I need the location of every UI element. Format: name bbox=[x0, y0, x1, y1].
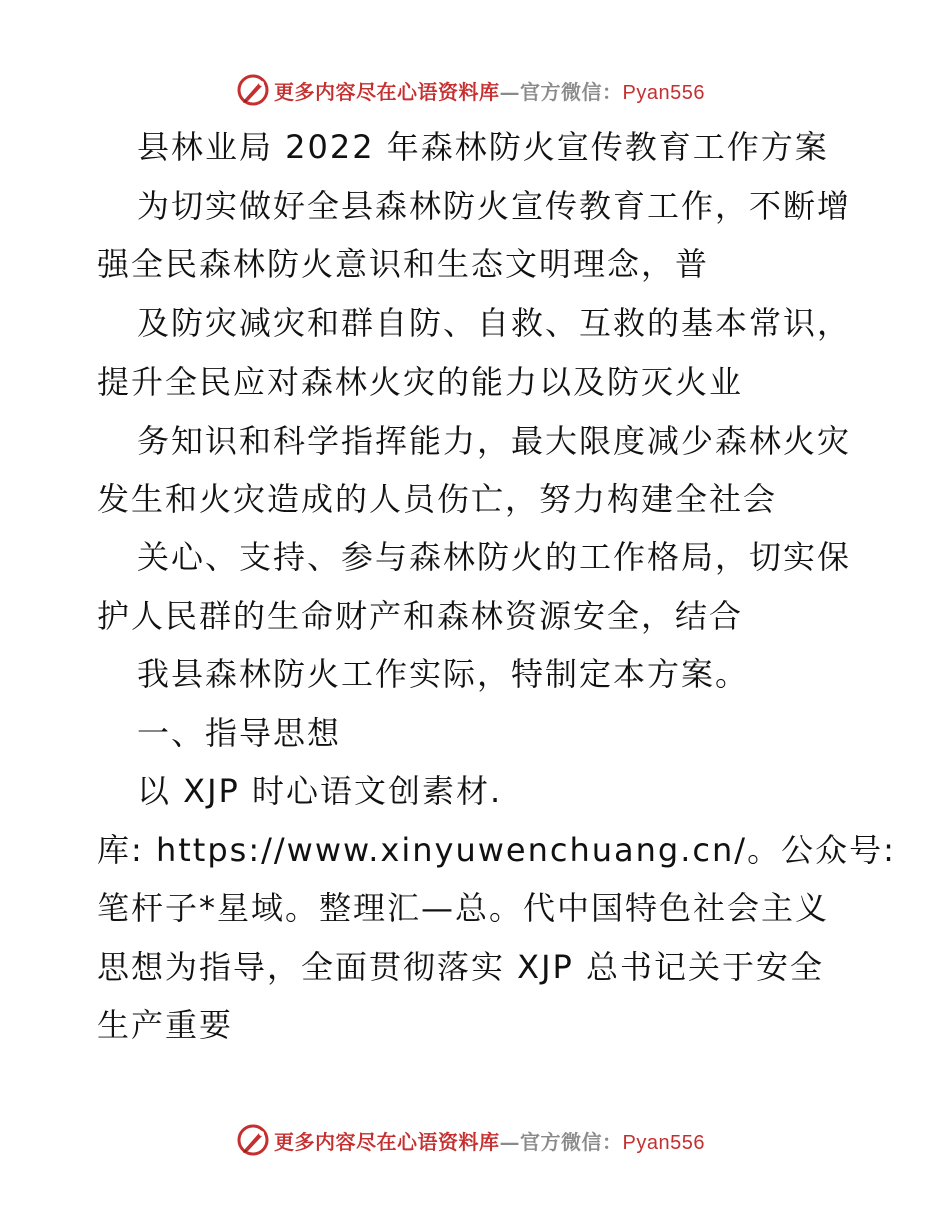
watermark-site-text: 更多内容尽在心语资料库 bbox=[274, 1129, 500, 1154]
footer-watermark bbox=[236, 1122, 705, 1158]
watermark-wechat-id: Pyan556 bbox=[622, 1131, 705, 1154]
paragraph-line: 务知识和科学指挥能力，最大限度减少森林火灾 bbox=[137, 422, 852, 460]
paragraph-line: 护人民群的生命财产和森林资源安全，结合 bbox=[97, 597, 744, 635]
section-heading: 一、指导思想 bbox=[137, 714, 342, 752]
header-watermark bbox=[236, 72, 705, 108]
watermark-label: 官方微信： bbox=[520, 1129, 623, 1154]
paragraph-line: 强全民森林防火意识和生态文明理念，普 bbox=[97, 245, 710, 283]
paragraph-line: 笔杆子*星域。整理汇—总。代中国特色社会主义 bbox=[97, 889, 830, 927]
document-title: 县林业局 2022 年森林防火宣传教育工作方案 bbox=[137, 128, 829, 166]
watermark-wechat-id: Pyan556 bbox=[622, 81, 705, 104]
paragraph-line: 思想为指导，全面贯彻落实 XJP 总书记关于安全 bbox=[97, 948, 825, 986]
paragraph-line: 我县森林防火工作实际，特制定本方案。 bbox=[137, 655, 750, 693]
paragraph-line: 为切实做好全县森林防火宣传教育工作，不断增 bbox=[137, 187, 852, 225]
paragraph-line: 关心、支持、参与森林防火的工作格局，切实保 bbox=[137, 538, 852, 576]
watermark-separator: — bbox=[499, 1129, 520, 1154]
paragraph-line: 库: https://www.xinyuwenchuang.cn/。公众号: bbox=[97, 831, 896, 869]
watermark-separator: — bbox=[499, 79, 520, 104]
pen-logo-icon bbox=[236, 73, 270, 107]
watermark-label: 官方微信： bbox=[520, 79, 623, 104]
pen-logo-icon bbox=[236, 1123, 270, 1157]
paragraph-line: 生产重要 bbox=[97, 1006, 234, 1044]
paragraph-line: 以 XJP 时心语文创素材. bbox=[137, 772, 503, 810]
paragraph-line: 及防灾减灾和群自防、自救、互救的基本常识， bbox=[137, 304, 852, 342]
paragraph-line: 发生和火灾造成的人员伤亡，努力构建全社会 bbox=[97, 480, 778, 518]
watermark-site-text: 更多内容尽在心语资料库 bbox=[274, 79, 500, 104]
paragraph-line: 提升全民应对森林火灾的能力以及防灭火业 bbox=[97, 363, 744, 401]
